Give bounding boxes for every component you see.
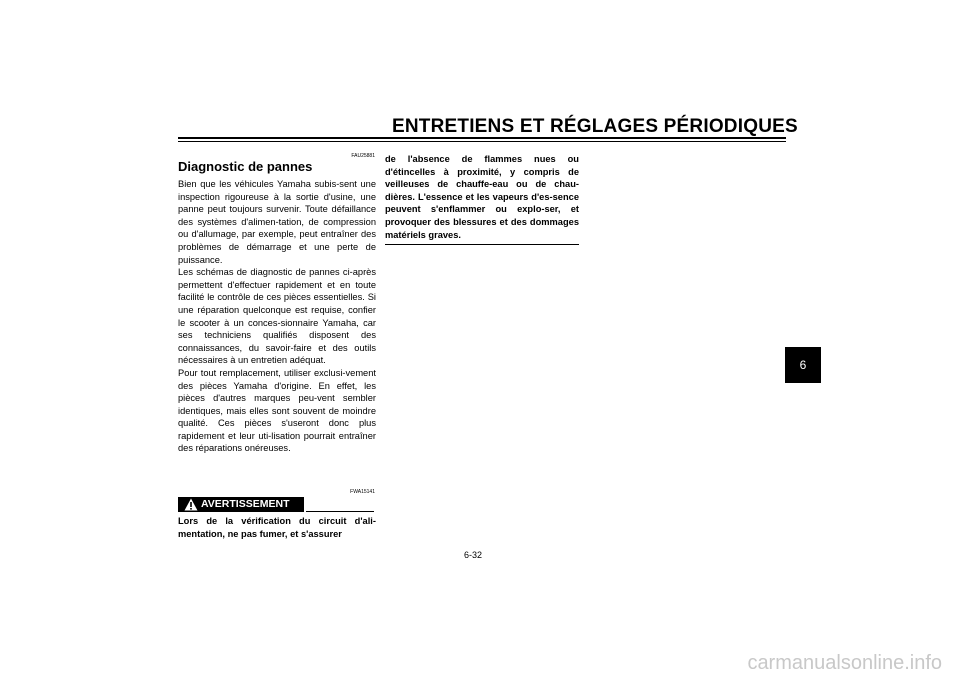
warning-rule [306, 511, 374, 512]
page-number: 6-32 [464, 550, 483, 560]
warning-end-rule [385, 244, 579, 245]
page-header-title: ENTRETIENS ET RÉGLAGES PÉRIODIQUES [392, 116, 798, 137]
warning-label: AVERTISSEMENT [201, 498, 290, 510]
body-paragraph: Les schémas de diagnostic de pannes ci-après permettent d'effectuer rapidement et en toute facilité le contrôle de ces pièces essentielles. Si une réparation quelconque est requise, confier le scooter à un conces-sionnaire Yamaha, car ses techniciens qualifiés disposent des connaissances, du savoir-faire et des outils nécessaires à un entretien adéquat. [178, 267, 376, 366]
chapter-tab: 6 [785, 347, 821, 383]
warning-banner [178, 497, 304, 512]
header-rule-thin [178, 141, 786, 142]
warning-text-part2: de l'absence de flammes nues ou d'étincelles à proximité, y compris de veilleuses de chauffe-eau ou de chau-dières. L'essence et les vapeurs d'es-sence peuvent s'enflammer ou explo-ser, et provoquer des blessures et des dommages matériels graves. [385, 154, 579, 240]
section-body [178, 178, 376, 455]
body-paragraph: Pour tout remplacement, utiliser exclusi-vement des pièces Yamaha d'origine. En effet, les pièces d'autres marques peu-vent sembler identiques, mais elles sont souvent de moindre qualité. Ces pièces s'useront donc plus rapidement et leur uti-lisation pourrait entraîner des réparations onéreuses. [178, 367, 376, 454]
watermark: carmanualsonline.info [747, 652, 942, 674]
body-paragraph: Bien que les véhicules Yamaha subis-sent une inspection rigoureuse à la sortie d'usine, une panne peut toujours survenir. Toute défaillance des systèmes d'alimen-tation, de compression ou d'allumage, par exemple, peut entraîner des problèmes de démarrage et une perte de puissance. [178, 179, 376, 265]
warning-text-part1: Lors de la vérification du circuit d'ali-mentation, ne pas fumer, et s'assurer [178, 516, 376, 539]
section-reference-code: FAU25881 [351, 153, 375, 159]
header-rule-thick [178, 137, 786, 139]
warning-triangle-icon [184, 498, 198, 511]
warning-reference-code: FWA15141 [350, 489, 375, 495]
section-title: Diagnostic de pannes [178, 159, 313, 174]
